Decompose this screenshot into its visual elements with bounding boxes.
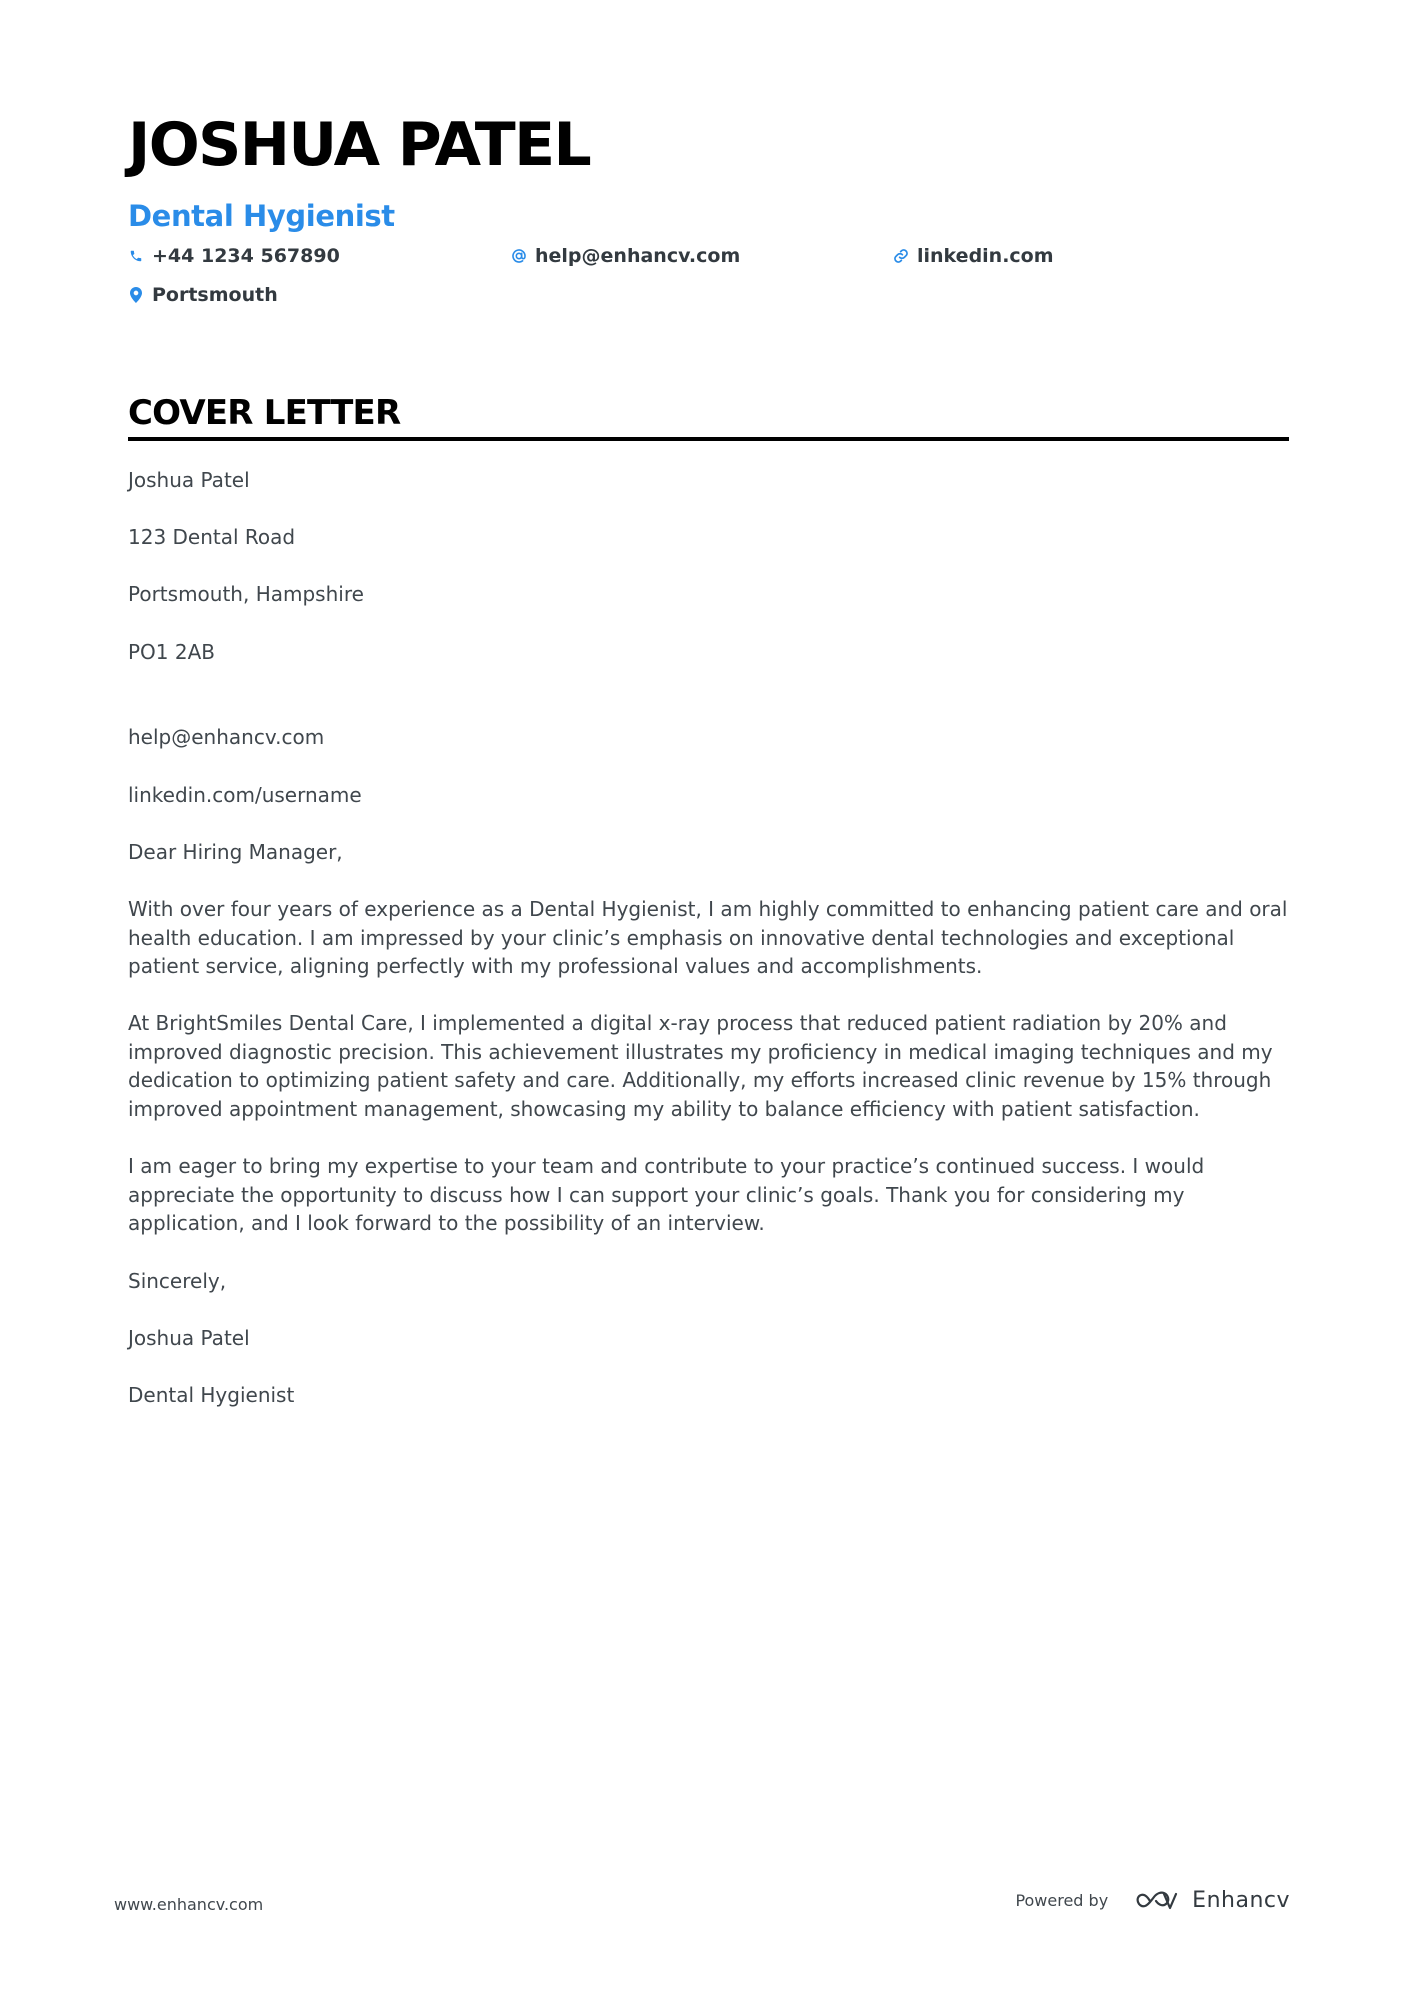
letter-body <box>128 466 1298 1438</box>
signature-title: Dental Hygienist <box>128 1383 295 1407</box>
footer-website[interactable]: www.enhancv.com <box>114 1895 264 1914</box>
enhancv-logo-icon <box>1136 1889 1182 1913</box>
location-text: Portsmouth <box>152 284 278 306</box>
section-title-cover-letter: COVER LETTER <box>128 393 401 433</box>
section-divider <box>128 437 1289 441</box>
spacer <box>128 695 1298 724</box>
contact-linkedin[interactable] <box>893 244 1054 268</box>
brand-name: Enhancv <box>1192 1888 1290 1913</box>
contact-list <box>128 240 1288 310</box>
letter-linkedin[interactable]: linkedin.com/username <box>128 782 362 807</box>
header <box>128 108 1288 234</box>
phone-number: +44 1234 567890 <box>152 245 340 267</box>
email-address[interactable]: help@enhancv.com <box>535 245 741 267</box>
address-line-1: 123 Dental Road <box>128 525 296 550</box>
salutation: Dear Hiring Manager, <box>128 839 343 864</box>
closing: Sincerely, <box>128 1268 227 1293</box>
powered-by-label: Powered by <box>1015 1891 1109 1910</box>
footer-branding <box>1015 1888 1290 1913</box>
phone-icon <box>128 247 144 265</box>
letter-email[interactable]: help@enhancv.com <box>128 725 325 750</box>
map-pin-icon <box>128 286 144 304</box>
paragraph: I am eager to bring my expertise to your team and contribute to your practice’s continued success. I would appreciate the opportunity to discuss how I can support your clinic’s goals. Thank you for considering my application, and I look forward to the possibility of an interview. <box>128 1154 1205 1236</box>
contact-phone <box>128 244 340 268</box>
job-title: Dental Hygienist <box>128 199 395 233</box>
address-line-2: Portsmouth, Hampshire <box>128 582 364 607</box>
postcode: PO1 2AB <box>128 639 216 664</box>
contact-email[interactable] <box>511 244 740 268</box>
signature-name: Joshua Patel <box>128 1325 250 1350</box>
link-icon <box>893 247 909 265</box>
brand-logo[interactable] <box>1136 1888 1290 1913</box>
linkedin-url[interactable]: linkedin.com <box>917 245 1054 267</box>
sender-name: Joshua Patel <box>128 468 250 492</box>
paragraph: At BrightSmiles Dental Care, I implemented a digital x-ray process that reduced patient radiation by 20% and improved diagnostic precision. This achievement illustrates my proficiency in medical imaging techniques and my dedication to optimizing patient safety and care. Additionally, my efforts increased clinic revenue by 15% through improved appointment management, showcasing my ability to balance efficiency with patient satisfaction. <box>128 1011 1273 1122</box>
candidate-name: JOSHUA PATEL <box>128 110 591 180</box>
at-sign-icon <box>511 247 527 265</box>
contact-location <box>128 283 278 307</box>
paragraph: With over four years of experience as a Dental Hygienist, I am highly committed to enhancing patient care and oral health education. I am impressed by your clinic’s emphasis on innovative dental technologies and exceptional patient service, aligning perfectly with my professional values and accomplishments. <box>128 896 1288 979</box>
